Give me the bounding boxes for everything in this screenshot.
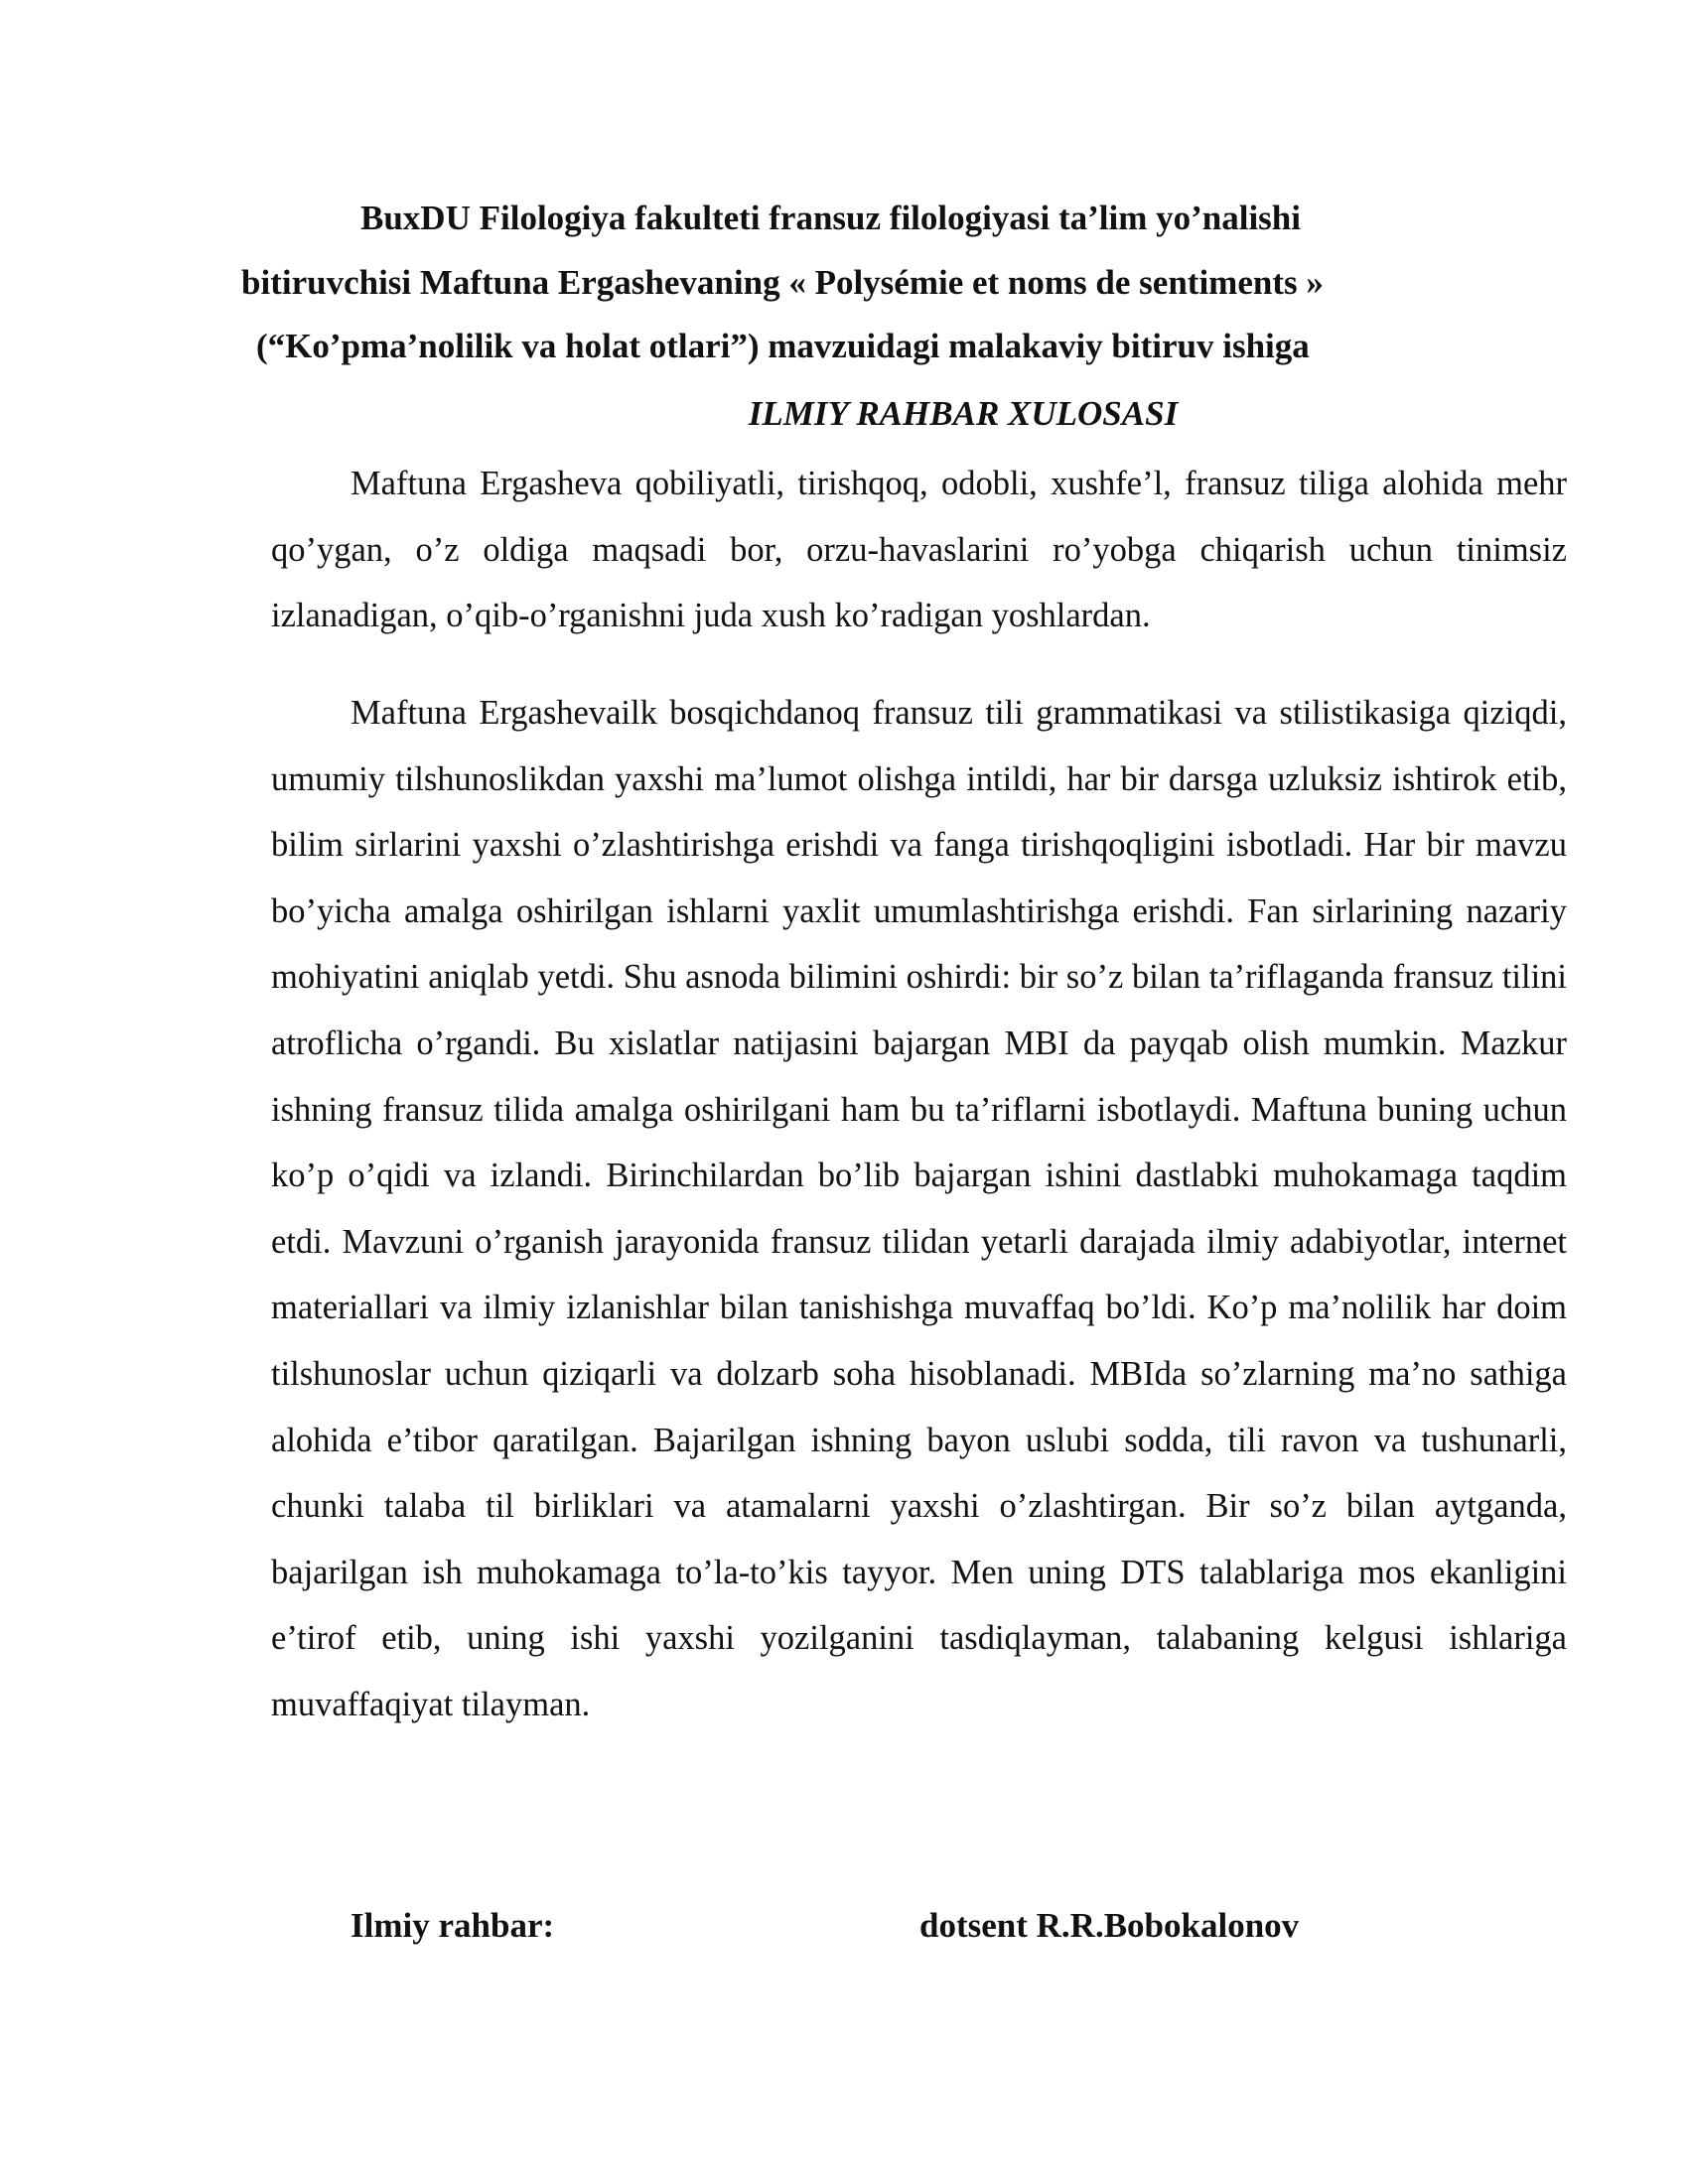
document-title-line-3: (“Ko’pma’nolilik va holat otlari”) mavzuidagi malakaviy bitiruv ishiga (256, 327, 1310, 365)
document-title-line-1: BuxDU Filologiya fakulteti fransuz filologiyasi ta’lim yo’nalishi (360, 199, 1301, 237)
signature-label: Ilmiy rahbar: (351, 1906, 555, 1945)
document-heading: ILMIY RAHBAR XULOSASI (748, 394, 1179, 433)
signature-name: dotsent R.R.Bobokalonov (919, 1906, 1300, 1945)
body-paragraph-2: Maftuna Ergashevailk bosqichdanoq fransuz tili grammatikasi va stilistikasiga qiziqdi, umumiy tilshunoslikdan yaxshi ma’lumot olishga intildi, har bir darsga uzluksiz ishtirok etib, bilim sirlarini yaxshi o’zlashtirishga erishdi va fanga tirishqoqligini isbotladi. Har bir mavzu bo’yicha amalga oshirilgan ishlarni yaxlit umumlashtirishga erishdi. Fan sirlarining nazariy mohiyatini aniqlab yetdi. Shu asnoda bilimini oshirdi: bir so’z bilan ta’riflaganda fransuz tilini atroflicha o’rgandi. Bu xislatlar natijasini bajargan MBI da payqab olish mumkin. Mazkur ishning fransuz tilida amalga oshirilgani ham bu ta’riflarni isbotlaydi. Maftuna buning uchun ko’p o’qidi va izlandi. Birinchilardan bo’lib bajargan ishini dastlabki muhokamaga taqdim etdi. Mavzuni o’rganish jarayonida fransuz tilidan yetarli darajada ilmiy adabiyotlar, internet materiallari va ilmiy izlanishlar bilan tanishishga muvaffaq bo’ldi. Ko’p ma’nolilik har doim tilshunoslar uchun qiziqarli va dolzarb soha hisoblanadi. MBIda so’zlarning ma’no sathiga alohida e’tibor qaratilgan. Bajarilgan ishning bayon uslubi sodda, tili ravon va tushunarli, chunki talaba til birliklari va atamalarni yaxshi o’zlashtirgan. Bir so’z bilan aytganda, bajarilgan ish muhokamaga to’la-to’kis tayyor. Men uning DTS talablariga mos ekanligini e’tirof etib, uning ishi yaxshi yozilganini tasdiqlayman, talabaning kelgusi ishlariga muvaffaqiyat tilayman. (271, 694, 1567, 1723)
body-paragraph-1: Maftuna Ergasheva qobiliyatli, tirishqoq, odobli, xushfe’l, fransuz tiliga alohida mehr qo’ygan, o’z oldiga maqsadi bor, orzu-havaslarini ro’yobga chiqarish uchun tinimsiz izlanadigan, o’qib-o’rganishni juda xush ko’radigan yoshlardan. (271, 465, 1567, 635)
document-title-line-2: bitiruvchisi Maftuna Ergashevaning « Polysémie et noms de sentiments » (241, 263, 1324, 302)
